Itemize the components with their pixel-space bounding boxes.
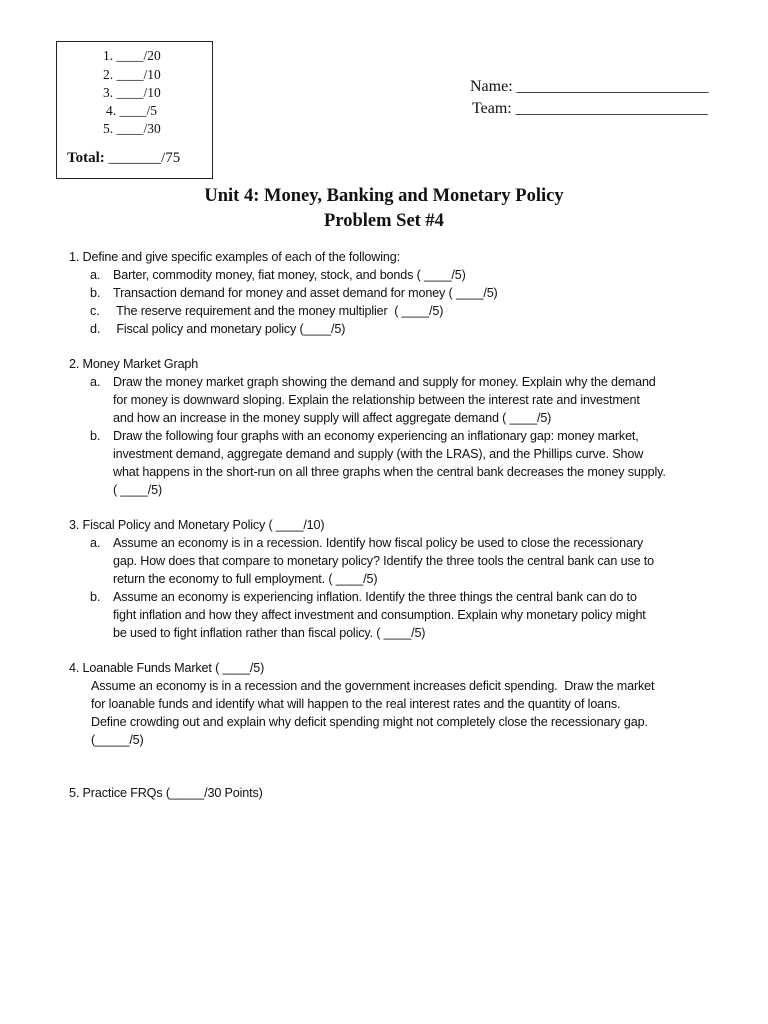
question-2a-line-3: and how an increase in the money supply will affect aggregate demand ( ____/5) [113, 411, 552, 425]
question-3b-line-1: Assume an economy is experiencing inflation. Identify the three things the central bank can do to [113, 590, 637, 604]
question-2a-line-1: Draw the money market graph showing the demand and supply for money. Explain why the demand [113, 375, 656, 389]
question-2b-marker: b. [90, 429, 101, 443]
score-total [67, 150, 180, 167]
score-line-5: 5. ____/30 [103, 121, 161, 136]
question-4-line-1: Assume an economy is in a recession and the government increases deficit spending. Draw the market [91, 679, 655, 693]
question-3a-line-2: gap. How does that compare to monetary policy? Identify the three tools the central bank can use to [113, 554, 654, 568]
question-3a-line-1: Assume an economy is in a recession. Identify how fiscal policy be used to close the recessionary [113, 536, 644, 550]
question-3-heading: 3. Fiscal Policy and Monetary Policy ( ____/10) [69, 518, 325, 532]
question-3b-marker: b. [90, 590, 101, 604]
question-3a-marker: a. [90, 536, 101, 550]
question-4-heading: 4. Loanable Funds Market ( ____/5) [69, 661, 265, 675]
question-2b-line-2: investment demand, aggregate demand and supply (with the LRAS), and the Phillips curve. Show [113, 447, 644, 461]
question-2-heading: 2. Money Market Graph [69, 357, 199, 371]
question-1b-marker: b. [90, 286, 101, 300]
score-line-3: 3. ____/10 [103, 85, 161, 100]
team-field[interactable]: Team: ________________________ [472, 100, 708, 117]
question-1b-text: Transaction demand for money and asset demand for money ( ____/5) [113, 286, 498, 300]
page-title: Unit 4: Money, Banking and Monetary Policy [204, 186, 564, 206]
question-2b-line-1: Draw the following four graphs with an economy experiencing an inflationary gap: money market, [113, 429, 639, 443]
question-1d-marker: d. [90, 322, 101, 336]
score-box [56, 41, 213, 179]
question-1a-marker: a. [90, 268, 101, 282]
question-1c-text: The reserve requirement and the money multiplier ( ____/5) [113, 304, 444, 318]
question-1-heading: 1. Define and give specific examples of each of the following: [69, 250, 400, 264]
name-field[interactable]: Name: ________________________ [470, 78, 709, 95]
score-line-1: 1. ____/20 [103, 48, 161, 63]
score-line-4: 4. ____/5 [106, 103, 158, 118]
question-1c-marker: c. [90, 304, 100, 318]
question-2a-line-2: for money is downward sloping. Explain the relationship between the interest rate and investment [113, 393, 640, 407]
total-value: _______/75 [104, 150, 181, 166]
question-4-line-2: for loanable funds and identify what will happen to the real interest rates and the quantity of loans. [91, 697, 621, 711]
question-3b-line-2: fight inflation and how they affect investment and consumption. Explain why monetary policy might [113, 608, 646, 622]
question-1a-text: Barter, commodity money, fiat money, stock, and bonds ( ____/5) [113, 268, 466, 282]
question-2b-line-4: ( ____/5) [113, 483, 163, 497]
question-3b-line-3: be used to fight inflation rather than fiscal policy. ( ____/5) [113, 626, 426, 640]
question-5-heading: 5. Practice FRQs (_____/30 Points) [69, 786, 263, 800]
total-label: Total: [67, 150, 105, 166]
question-2b-line-3: what happens in the short-run on all three graphs when the central bank decreases the money supply. [113, 465, 666, 479]
question-4-line-4: (_____/5) [91, 733, 144, 747]
page-subtitle: Problem Set #4 [324, 211, 444, 231]
question-1d-text: Fiscal policy and monetary policy (____/5) [113, 322, 346, 336]
score-line-2: 2. ____/10 [103, 67, 161, 82]
question-3a-line-3: return the economy to full employment. ( ____/5) [113, 572, 378, 586]
question-2a-marker: a. [90, 375, 101, 389]
question-4-line-3: Define crowding out and explain why deficit spending might not completely close the recessionary gap. [91, 715, 648, 729]
